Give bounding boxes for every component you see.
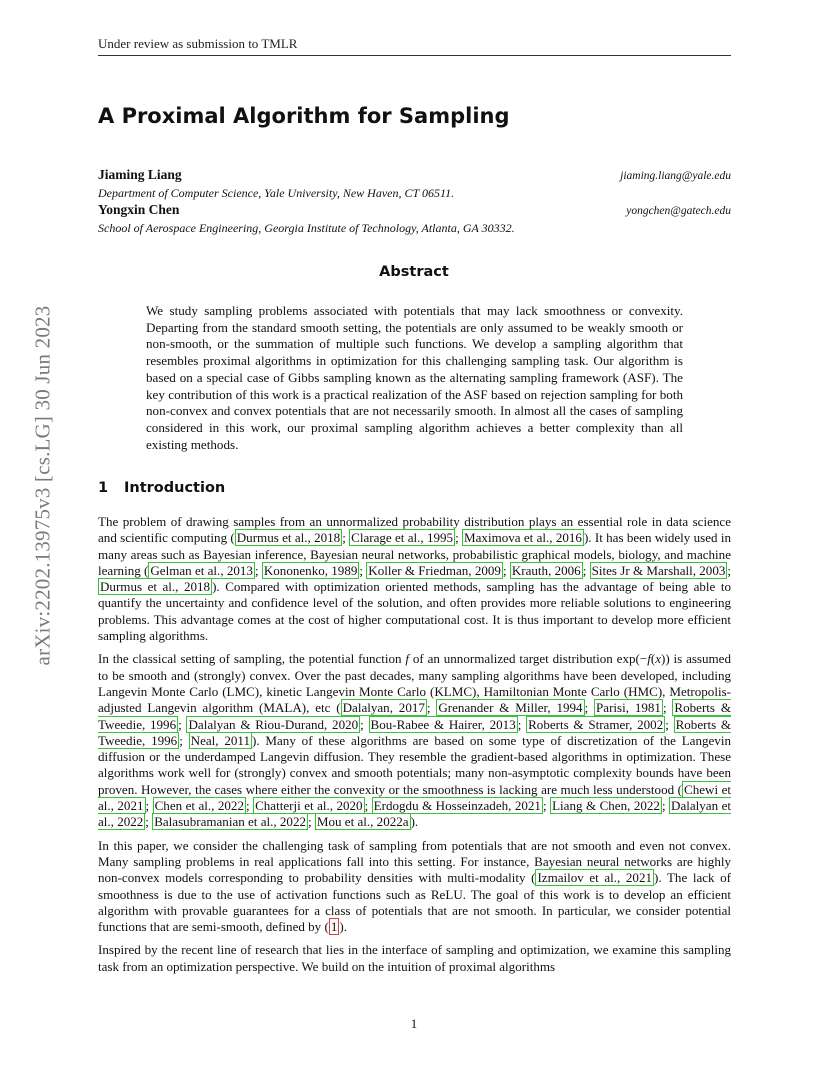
citation-link[interactable]: Koller & Friedman, 2009 (368, 562, 501, 578)
citation-link[interactable]: Roberts & Tweedie, 1996 (98, 716, 732, 748)
paper-title: A Proximal Algorithm for Sampling (98, 104, 510, 128)
math-symbol: x (655, 651, 661, 667)
citation-link[interactable]: Dalalyan, 2017 (342, 700, 425, 716)
arxiv-stamp (20, 295, 66, 675)
page-number: 1 (410, 1016, 418, 1031)
citation-link[interactable]: Erdogdu & Hosseinzadeh, 2021 (373, 798, 541, 814)
text-run: ; (145, 814, 153, 830)
citation-link[interactable]: Gelman et al., 2013 (150, 562, 253, 578)
text-run: In this paper, we consider the challenging task of sampling from potentials that are not smooth and even not convex. Many sampling problems in real applications fall into this setting. For instance, Bayesian neural networks are highly non-convex models corresponding to probability densities with multi-modality ( (98, 837, 731, 886)
citation-link[interactable]: Chewi et al., 2021 (98, 781, 732, 814)
citation-link[interactable]: Roberts & Stramer, 2002 (528, 716, 664, 732)
citation-link[interactable]: Izmailov et al., 2021 (537, 870, 652, 886)
arxiv-identifier: arXiv:2202.13975v3 [cs.LG] 30 Jun 2023 (30, 305, 55, 665)
text-run: ). Many of these algorithms are based on some type of discretization of the Langevin diffusion or the underdamped Langevin diffusion. They resemble the gradient-based algorithms in optimization. These algorithms work well for (strongly) convex and smooth potentials; many non-asymptotic complexity bounds have been proven. However, the cases where either the convexity or the smoothness is lacking are much less understood ( (98, 732, 731, 797)
text-run: ; (665, 716, 674, 732)
citation-link[interactable]: Parisi, 1981 (596, 700, 661, 716)
text-run: ; (308, 814, 315, 830)
section-heading (98, 480, 225, 496)
author-row (98, 166, 731, 185)
text-run: ; (426, 700, 437, 716)
text-run: ; (254, 562, 262, 578)
citation-link[interactable]: Chatterji et al., 2020 (255, 798, 363, 814)
author-affiliation: Department of Computer Science, Yale University, New Haven, CT 06511. (98, 186, 455, 200)
citation-link[interactable]: Kononenko, 1989 (263, 562, 358, 578)
citation-link[interactable]: Neal, 2011 (190, 732, 250, 748)
text-run: )) is assumed to be smooth and (strongly) convex. Over the past decades, many sampling algorithms have been developed, including Langevin Monte Carlo (LMC), kinetic Langevin Monte Carlo (KLMC), Hamiltonian Monte Carlo (HMC), Metropolis-adjusted Langevin algorithm (MALA), etc ( (98, 651, 731, 716)
abstract-heading: Abstract (379, 264, 449, 280)
text-run: ; (727, 562, 732, 578)
paragraph (98, 838, 731, 936)
running-header: Under review as submission to TMLR (98, 36, 731, 56)
citation-link[interactable]: Bou-Rabee & Hairer, 2013 (370, 716, 516, 732)
citation-link[interactable]: Liang & Chen, 2022 (552, 798, 660, 814)
abstract-text: We study sampling problems associated with potentials that may lack smoothness or convexity. Departing from the standard smooth setting, the potentials are only assumed to be weakly smooth or non-smooth, or the summation of multiple such functions. We develop a sampling algorithm that resembles proximal algorithms in optimization for this challenging sampling task. Our algorithm is based on a special case of Gibbs sampling known as the alternating sampling framework (ASF). The key contribution of this work is a practical realization of the ASF based on rejection sampling for both non-convex and convex potentials that are not necessarily smooth. In almost all the cases of sampling considered in this work, our proximal sampling algorithm achieves a better complexity than all existing methods. (146, 303, 683, 452)
author-name: Yongxin Chen (98, 202, 180, 217)
author-email[interactable]: jiaming.liang@yale.edu (620, 170, 731, 182)
text-run: ; (145, 798, 153, 814)
citation-link[interactable]: Grenander & Miller, 1994 (438, 700, 583, 716)
citation-link[interactable]: Krauth, 2006 (511, 562, 581, 578)
citation-link[interactable]: Mou et al., 2022a (316, 814, 409, 830)
author-affiliation: School of Aerospace Engineering, Georgia Institute of Technology, Atlanta, GA 30332. (98, 221, 515, 235)
text-run: ; (542, 798, 551, 814)
text-run: ; (661, 798, 670, 814)
author-email[interactable]: yongchen@gatech.edu (626, 205, 731, 217)
text-run: ; (662, 700, 673, 716)
paragraph (98, 942, 731, 975)
citation-link[interactable]: Roberts & Tweedie, 1996 (98, 700, 731, 732)
citation-link[interactable]: Balasubramanian et al., 2022 (154, 814, 306, 830)
text-run: ; (502, 562, 510, 578)
citation-link[interactable]: Durmus et al., 2018 (100, 579, 211, 595)
text-run: ; (584, 700, 595, 716)
paragraph (98, 514, 731, 644)
section-title: Introduction (124, 480, 226, 496)
author-name: Jiaming Liang (98, 167, 182, 182)
text-run: ; (364, 798, 372, 814)
text-run: The problem of drawing samples from an unnormalized probability distribution plays an essential role in data science and scientific computing ( (98, 514, 731, 546)
citation-link[interactable]: Chen et al., 2022 (154, 798, 244, 814)
author-block (98, 166, 731, 236)
body-text (98, 514, 731, 982)
text-run: ; (517, 716, 527, 732)
text-run: ; (360, 716, 369, 732)
citation-link[interactable]: Dalalyan et al., 2022 (98, 798, 732, 830)
text-run: ). (410, 814, 419, 830)
text-run: ; (342, 530, 350, 546)
text-run: ; (455, 530, 463, 546)
text-run: Inspired by the recent line of research that lies in the interface of sampling and optimization, we examine this sampling task from an optimization perspective. We build on the intuition of proximal algorithms (98, 942, 731, 974)
text-run: ; (245, 798, 254, 814)
equation-reference-link[interactable]: 1 (330, 919, 338, 935)
text-run: ). (339, 919, 347, 935)
paragraph (98, 651, 731, 830)
text-run: of an unnormalized target distribution exp(− (409, 651, 648, 667)
math-symbol: f (647, 651, 651, 667)
text-run: ; (179, 732, 189, 748)
text-run: ). It has been widely used in many areas such as Bayesian inference, Bayesian neural networks, probabilistic graphical models, biology, and machine learning ( (98, 530, 731, 578)
citation-link[interactable]: Sites Jr & Marshall, 2003 (591, 562, 726, 578)
author-row (98, 201, 731, 220)
section-number: 1 (98, 480, 109, 496)
text-run: ( (650, 651, 656, 667)
text-run: In the classical setting of sampling, the potential function (98, 651, 406, 667)
text-run: ). Compared with optimization oriented methods, sampling has the advantage of being able to quantify the uncertainty and confidence level of the solution, and often provides more reliable solutions to engineering problems. This advantage comes at the cost of higher computational cost. It is thus important to develop more efficient sampling algorithms. (98, 579, 731, 644)
text-run: ; (359, 562, 367, 578)
citation-link[interactable]: Clarage et al., 1995 (351, 530, 454, 546)
citation-link[interactable]: Maximova et al., 2016 (464, 530, 582, 546)
text-run: ). The lack of smoothness is due to the use of activation functions such as ReLU. The goal of this work is to develop an efficient algorithm with provable guarantees for a class of potentials that are not smooth. In particular, we consider potential functions that are semi-smooth, defined by ( (98, 870, 731, 935)
text-run: ; (582, 562, 590, 578)
math-symbol: f (405, 651, 410, 667)
text-run: ; (178, 716, 187, 732)
citation-link[interactable]: Durmus et al., 2018 (236, 530, 341, 546)
citation-link[interactable]: Dalalyan & Riou-Durand, 2020 (188, 716, 359, 732)
